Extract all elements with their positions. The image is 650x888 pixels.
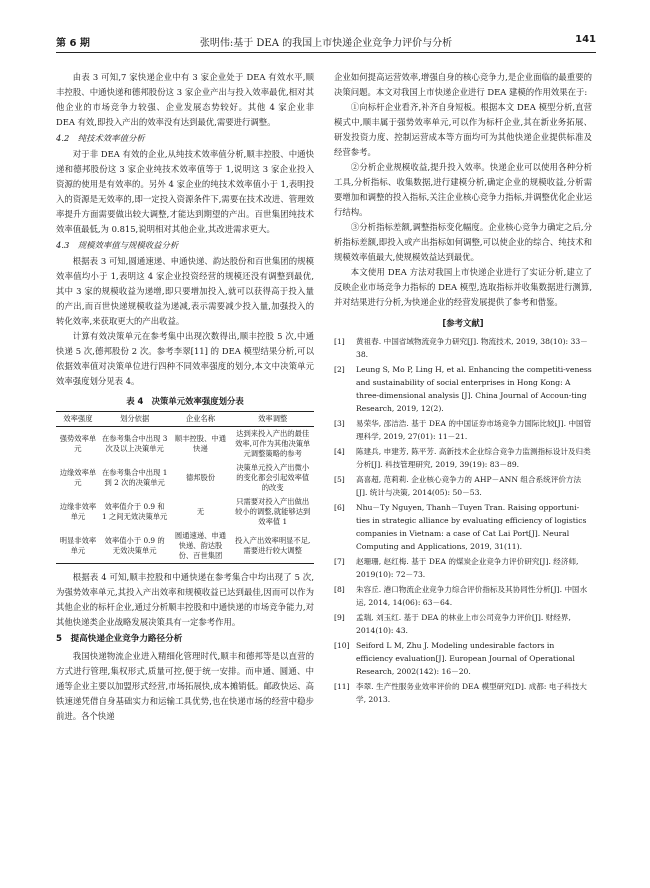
paragraph: 根据表 3 可知,圆通速递、申通快递、韵达股份和百世集团的规模效率值均小于 1,表明这 4 家企业投资经营的规模还没有调整到最优,其中 3 家的规模收益为递增,即只要增加投入,就可以获得高于投入量的产出,而百世快递规模收益为递减,表示需要减少投入量,加强投入的转化效率,来获取更大的产出收益。 — [56, 256, 314, 326]
reference-text: 易荣华, 邵洁浩. 基于 DEA 的中国证券市场竞争力国际比较[J]. 中国管理科学, 2019, 27(01): 11－21. — [356, 419, 592, 441]
reference-text: 黄祖春. 中国省域物流竞争力研究[J]. 物流技术, 2019, 38(10): 33－38. — [356, 337, 588, 359]
reference-item — [334, 335, 592, 361]
reference-item — [334, 611, 592, 637]
paragraph: 对于非 DEA 有效的企业,从纯技术效率值分析,顺丰控股、中通快递和德邦股份这 3 家企业纯技术效率值等于 1,说明这 3 家企业投入资源的使用是有效率的。另外 4 家企业的纯技术效率值小于 1,表明投入的资源是无效率的,即一定投入资源条件下,需要在技术改进、管理效率提升方面需要做出较大调整,才能达到期望的产出。百世集团纯技术效率值最低,为 0.815,说明相对其他企业,其改进需求更大。 — [56, 149, 314, 234]
reference-number: [6] — [334, 503, 345, 512]
reference-number: [9] — [334, 613, 345, 622]
reference-list — [334, 335, 592, 706]
reference-text: Seiford L M, Zhu J. Modeling undesirable factors in efficiency evaluation[J]. European Journal of Operational Research, 2002(142): 16－20. — [356, 641, 575, 676]
reference-item — [334, 363, 592, 415]
paragraph: ①向标杆企业看齐,补齐自身短板。根据本文 DEA 模型分析,直营模式中,顺丰属于强势效率单元,可以作为标杆企业,其在新业务拓展、研发投资力度、控制运营成本等方面均可为其他快递企业提供标准及经营参考。 — [334, 102, 592, 157]
paragraph: ③分析指标差额,调整指标变化幅度。企业核心竞争力确定之后,分析指标差额,即投入或产出指标如何调整,可以使企业的综合、纯技术和规模效率值最大,使规模效益达到最优。 — [334, 222, 592, 262]
reference-number: [10] — [334, 641, 350, 650]
table-cell: 达到来投入产出的最佳效率,可作为其他决策单元调整策略的参考 — [235, 429, 311, 458]
reference-text: 李翠. 生产性服务业效率评价的 DEA 模型研究[D]. 成都: 电子科技大学, 2013. — [356, 682, 587, 704]
reference-number: [8] — [334, 585, 345, 594]
reference-number: [1] — [334, 337, 345, 346]
table-header-row — [56, 412, 314, 427]
reference-number: [3] — [334, 419, 345, 428]
table-cell: 在参考集合中出现 1 到 2 次的决策单元 — [102, 468, 168, 487]
table-cell: 边缘效率单元 — [59, 468, 97, 487]
table-row — [56, 495, 314, 529]
table-cell: 只需要对投入产出做出较小的调整,就能够达到效率值 1 — [235, 497, 311, 526]
reference-text: 陈建兵, 申建芳, 陈平芳. 高新技术企业综合竞争力监测指标设计及归类分析[J]. 科技管理研究, 2019, 39(19): 83－89. — [356, 447, 591, 469]
reference-item — [334, 501, 592, 553]
table-cell: 效率值介于 0.9 和 1 之间无效决策单元 — [102, 502, 168, 521]
section-heading-5: 5 提高快递企业竞争力路径分析 — [56, 634, 183, 644]
paragraph: 计算有效决策单元在参考集中出现次数得出,顺丰控股 5 次,中通快递 5 次,德邦股份 2 次。参考李翠[11] 的 DEA 模型结果分析,可以依据效率值对决策单位进行四种不同效率强度的划分,本文中决策单元效率强度划分见表 4。 — [56, 331, 314, 386]
reference-text: Leung S, Mo P, Ling H, et al. Enhancing the competiti-veness and sustainability of social enterprises in Hong Kong: A three-dimensional analysis [J]. China Journal of Accoun-ting Research, 2019, 12(2). — [356, 365, 592, 413]
reference-item — [334, 583, 592, 609]
section-heading-4-2: 4.2 纯技术效率值分析 — [56, 133, 145, 143]
reference-text: Nhu－Ty Nguyen, Thanh－Tuyen Tran. Raising opportuni-ties in strategic alliance by evaluating efficiency of logistics companies in Vietnam: a case of Cat Lai Port[J]. Neural Computing and Applications, 2019, 31(11). — [356, 503, 587, 551]
table-cell: 在参考集合中出现 3 次及以上决策单元 — [102, 434, 168, 453]
table-header-cell: 效率强度 — [56, 412, 100, 427]
table-header-cell: 划分依据 — [100, 412, 170, 427]
table-cell: 明显非效率单元 — [56, 529, 100, 564]
paragraph: 根据表 4 可知,顺丰控股和中通快递在参考集合中均出现了 5 次,为强势效率单元,其投入产出效率和规模收益已达到最佳,因而可以作为其他企业的标杆企业,通过分析顺丰控股和中通快递的市场竞争能力,对其他快递类企业战略发展决策具有一定参考作用。 — [56, 572, 314, 627]
efficiency-strength-table — [56, 411, 314, 564]
reference-item — [334, 680, 592, 706]
reference-number: [7] — [334, 557, 345, 566]
table-cell: 无 — [196, 507, 205, 516]
table-cell: 效率值小于 0.9 的无效决策单元 — [100, 529, 170, 564]
reference-text: 高喜超, 范莉莉. 企业核心竞争力的 AHP－ANN 组合系统评价方法[J]. 统计与决策, 2014(05): 50－53. — [356, 475, 582, 497]
table-cell: 德邦股份 — [185, 473, 216, 482]
reference-item — [334, 555, 592, 581]
paragraph: ②分析企业规模收益,提升投入效率。快递企业可以使用各种分析工具,分析指标、收集数据,进行建模分析,确定企业的规模收益,分析需要增加和调整的投入指标,关注企业核心竞争力指标,并调整优化企业运行结构。 — [334, 162, 592, 217]
reference-number: [11] — [334, 682, 350, 691]
running-header — [56, 30, 596, 53]
references-heading: [参考文献] — [442, 318, 484, 328]
table-row — [56, 427, 314, 462]
table-cell: 决策单元投入产出微小的变化都会引起效率值的改变 — [236, 463, 310, 492]
reference-number: [5] — [334, 475, 345, 484]
table-caption: 表 4 决策单元效率强度划分表 — [126, 396, 244, 406]
reference-text: 孟瑞, 刘玉红. 基于 DEA 的林业上市公司竞争力评价[J]. 财经界, 2014(10): 43. — [356, 613, 571, 635]
table-cell: 顺丰控股、中通快递 — [174, 434, 226, 453]
section-heading-4-3: 4.3 规模效率值与规模收益分析 — [56, 240, 179, 250]
reference-item — [334, 445, 592, 471]
running-title: 张明伟:基于 DEA 的我国上市快递企业竞争力评价与分析 — [199, 38, 453, 49]
left-column — [56, 70, 314, 724]
reference-text: 朱容丘. 港口物流企业竞争力综合评价指标及其协同性分析[J]. 中国水运, 2014, 14(06): 63－64. — [356, 585, 588, 607]
table-cell: 投入产出效率明显不足,需要进行较大调整 — [231, 529, 314, 564]
reference-number: [4] — [334, 447, 345, 456]
reference-item — [334, 417, 592, 443]
reference-item — [334, 473, 592, 499]
paragraph: 我国快递物流企业进入精细化管理时代,顺丰和德邦等是以直营的方式进行管理,集权形式,质量可控,便于统一安排。而申通、圆通、中通等企业主要以加盟形式经营,市场拓展快,成本摊销低。邮政快运、高铁速递凭借自身基础实力和运输工具优势,也在快递市场的经营中稳步前进。各个快递 — [56, 651, 314, 721]
paragraph: 企业如何提高运营效率,增强自身的核心竞争力,是企业面临的最重要的决策问题。本文对我国上市快递企业进行 DEA 建模的作用效果在于: — [334, 72, 592, 97]
table-cell: 圆通速递、申通快递、韵达股份、百世集团 — [170, 529, 232, 564]
table-row — [56, 529, 314, 564]
paragraph: 由表 3 可知,7 家快递企业中有 3 家企业处于 DEA 有效水平,顺丰控股、中通快递和德邦股份这 3 家企业产出与投入效率最优,相对其他企业的市场竞争力较强、企业发展态势较好。其他 4 家企业非 DEA 有效,即投入产出的效率没有达到最优,需要进行调整。 — [56, 72, 314, 127]
paragraph: 本文使用 DEA 方法对我国上市快递企业进行了实证分析,建立了反映企业市场竞争力指标的 DEA 模型,选取指标并收集数据进行测算,并对结果进行分析,为快递企业的经营发展提供了参考和借鉴。 — [334, 267, 592, 307]
table-header-cell: 效率调整 — [231, 412, 314, 427]
table-cell: 边缘非效率单元 — [59, 502, 97, 521]
table-header-cell: 企业名称 — [170, 412, 232, 427]
right-column — [334, 70, 592, 708]
reference-text: 赵珊珊, 赵红梅. 基于 DEA 的煤炭企业竞争力评价研究[J]. 经济师, 2019(10): 72－73. — [356, 557, 579, 579]
table-cell: 强势效率单元 — [59, 434, 97, 453]
page-number: 141 — [575, 34, 596, 45]
table-row — [56, 461, 314, 495]
reference-item — [334, 639, 592, 678]
issue-number: 第 6 期 — [56, 38, 90, 49]
reference-number: [2] — [334, 365, 345, 374]
